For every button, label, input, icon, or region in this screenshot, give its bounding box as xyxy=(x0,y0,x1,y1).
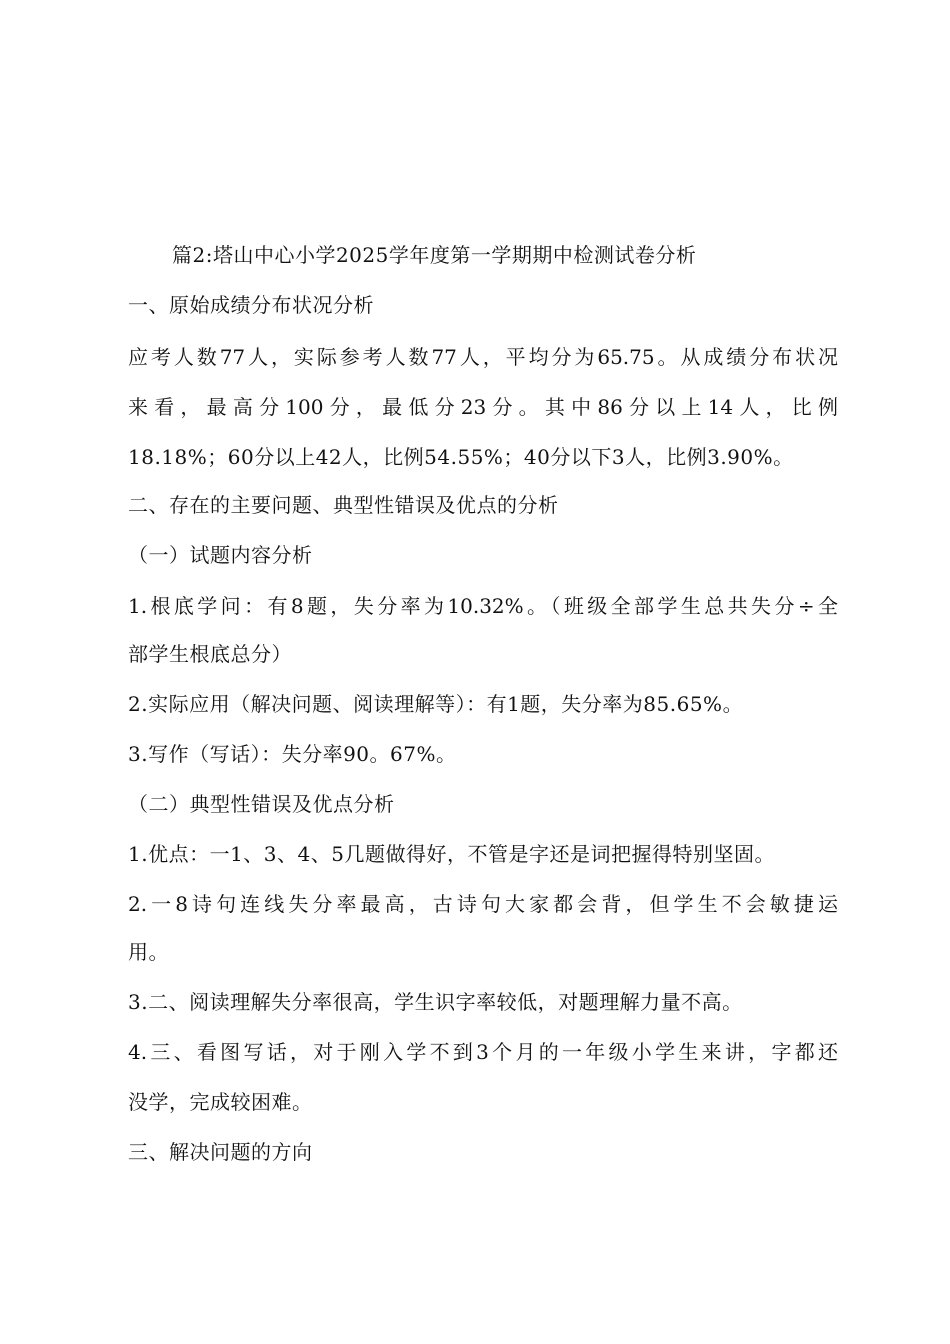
sub1-item1-line-2: 部学生根底总分） xyxy=(128,642,292,666)
section1-para-line-2: 来看，最高分100分，最低分23分。其中86分以上14人，比例 xyxy=(128,395,838,419)
sub1-heading: （一）试题内容分析 xyxy=(128,543,313,567)
sub2-heading: （二）典型性错误及优点分析 xyxy=(128,792,395,816)
section1-para-line-3: 18.18%；60分以上42人，比例54.55%；40分以下3人，比例3.90%。 xyxy=(128,445,794,469)
sub1-item1-line-1: 1.根底学问：有8题，失分率为10.32%。（班级全部学生总共失分÷全 xyxy=(128,594,838,618)
section2-heading: 二、存在的主要问题、典型性错误及优点的分析 xyxy=(128,493,559,517)
sub2-item1: 1.优点：一1、3、4、5几题做得好，不管是字还是词把握得特别坚固。 xyxy=(128,842,775,866)
sub2-item3: 3.二、阅读理解失分率很高，学生识字率较低，对题理解力量不高。 xyxy=(128,990,743,1014)
section1-heading: 一、原始成绩分布状况分析 xyxy=(128,293,374,317)
section1-para-line-1: 应考人数77人，实际参考人数77人，平均分为65.75。从成绩分布状况 xyxy=(128,345,838,369)
sub2-item4-line-1: 4.三、看图写话，对于刚入学不到3个月的一年级小学生来讲，字都还 xyxy=(128,1040,838,1064)
sub2-item4-line-2: 没学，完成较困难。 xyxy=(128,1090,313,1114)
sub2-item2-line-2: 用。 xyxy=(128,940,169,964)
sub1-item2: 2.实际应用（解决问题、阅读理解等）：有1题，失分率为85.65%。 xyxy=(128,692,744,716)
document-title: 篇2:塔山中心小学2025学年度第一学期期中检测试卷分析 xyxy=(172,243,697,267)
sub2-item2-line-1: 2.一8诗句连线失分率最高，古诗句大家都会背，但学生不会敏捷运 xyxy=(128,892,838,916)
section3-heading: 三、解决问题的方向 xyxy=(128,1140,313,1164)
sub1-item3: 3.写作（写话）：失分率90。67%。 xyxy=(128,742,457,766)
